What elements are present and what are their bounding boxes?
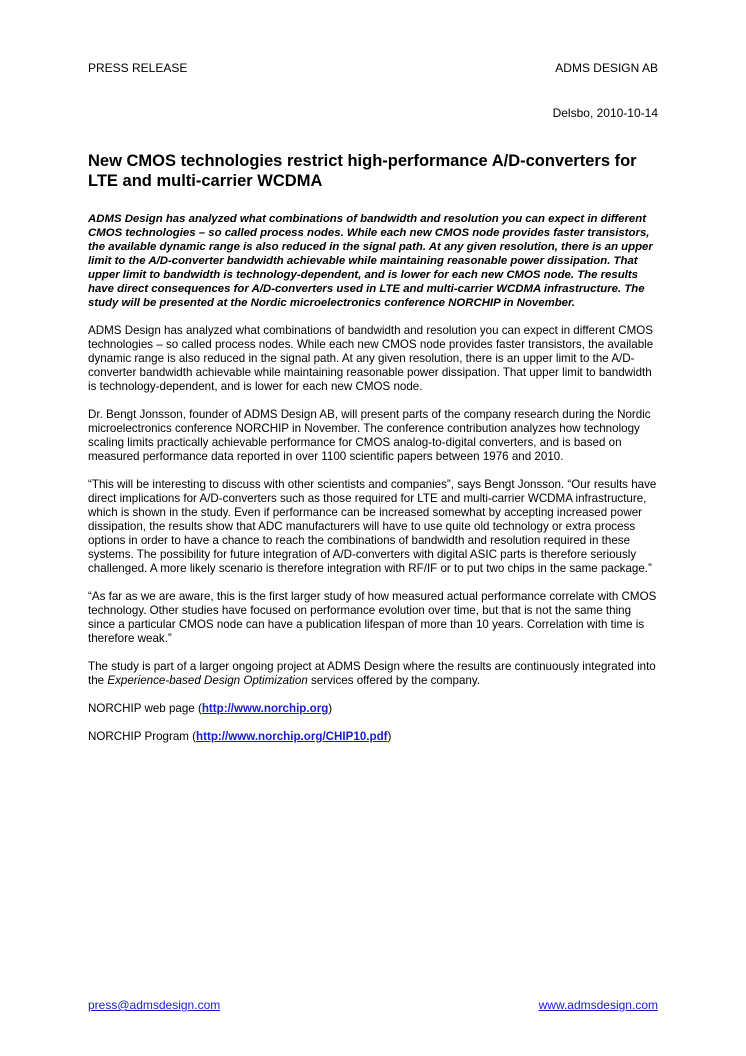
page-title: New CMOS technologies restrict high-performance A/D-converters for LTE and multi-carrier WCDMA <box>88 152 637 190</box>
link-label: NORCHIP Program ( <box>88 730 197 743</box>
body-paragraph-1: ADMS Design has analyzed what combinations of bandwidth and resolution you can expect in different CMOS technologies – so called process nodes. While each new CMOS node provides faster transistors, the available dynamic range is also reduced in the signal path. At any given resolution, there is an upper limit to the A/D-converter bandwidth achievable while maintaining reasonable power dissipation. That upper limit to bandwidth is technology-dependent, and is lower for each new CMOS node. <box>88 324 654 393</box>
service-name: Experience-based Design Optimization <box>107 674 308 687</box>
article-body <box>88 212 660 758</box>
norchip-program-line <box>88 730 660 744</box>
paragraph-text: services offered by the company. <box>307 674 481 687</box>
link-label: NORCHIP web page ( <box>88 702 202 715</box>
place-and-date: Delsbo, 2010-10-14 <box>552 106 658 120</box>
body-paragraph-5 <box>88 660 660 688</box>
lead-paragraph: ADMS Design has analyzed what combinations of bandwidth and resolution you can expect in different CMOS technologies – so called process nodes. While each new CMOS node provides faster transistors, the available dynamic range is also reduced in the signal path. At any given resolution, there is an upper limit to the A/D-converter bandwidth achievable while maintaining reasonable power dissipation. That upper limit to bandwidth is technology-dependent, and is lower for each new CMOS node. The results have direct consequences for A/D-converters used in LTE and multi-carrier WCDMA infrastructure. The study will be presented at the Nordic microelectronics conference NORCHIP in November. <box>88 213 653 309</box>
paragraph-text: The study is part of a larger ongoing project at ADMS Design where the results are continuously integrated into the <box>88 660 656 687</box>
norchip-web-line <box>88 702 660 716</box>
norchip-web-link[interactable]: http://www.norchip.org <box>201 702 329 715</box>
norchip-program-link[interactable]: http://www.norchip.org/CHIP10.pdf <box>196 730 388 743</box>
link-suffix: ) <box>328 702 333 715</box>
company-name: ADMS DESIGN AB <box>555 61 658 75</box>
body-paragraph-3: “This will be interesting to discuss with other scientists and companies”, says Bengt Jonsson. “Our results have direct implications for A/D-converters such as those required for LTE and multi-carrier WCDMA infrastructure, which is shown in the study. Even if performance can be increased somewhat by accepting increased power dissipation, the results show that ADC manufacturers will have to use quite old technology or extra process options in order to have a chance to reach the combinations of bandwidth and resolution required in these systems. The possibility for future integration of A/D-converters with digital ASIC parts is therefore seriously challenged. A more likely scenario is therefore integration with RF/IF or to put two chips in the same package.” <box>88 478 657 575</box>
press-release-label: PRESS RELEASE <box>88 61 188 75</box>
footer-email-link[interactable]: press@admsdesign.com <box>88 998 221 1012</box>
body-paragraph-4: “As far as we are aware, this is the first larger study of how measured actual performance correlate with CMOS technology. Other studies have focused on performance evolution over time, but that is not the same thing since a particular CMOS node can have a publication lifespan of more than 10 years. Correlation with time is therefore weak.” <box>88 590 657 645</box>
link-suffix: ) <box>387 730 392 743</box>
footer-website-link[interactable]: www.admsdesign.com <box>538 998 658 1012</box>
body-paragraph-2: Dr. Bengt Jonsson, founder of ADMS Design AB, will present parts of the company research during the Nordic microelectronics conference NORCHIP in November. The conference contribution analyzes how technology scaling limits practically achievable performance for CMOS analog-to-digital converters, and is based on measured performance data reported in over 1100 scientific papers between 1976 and 2010. <box>88 408 651 463</box>
